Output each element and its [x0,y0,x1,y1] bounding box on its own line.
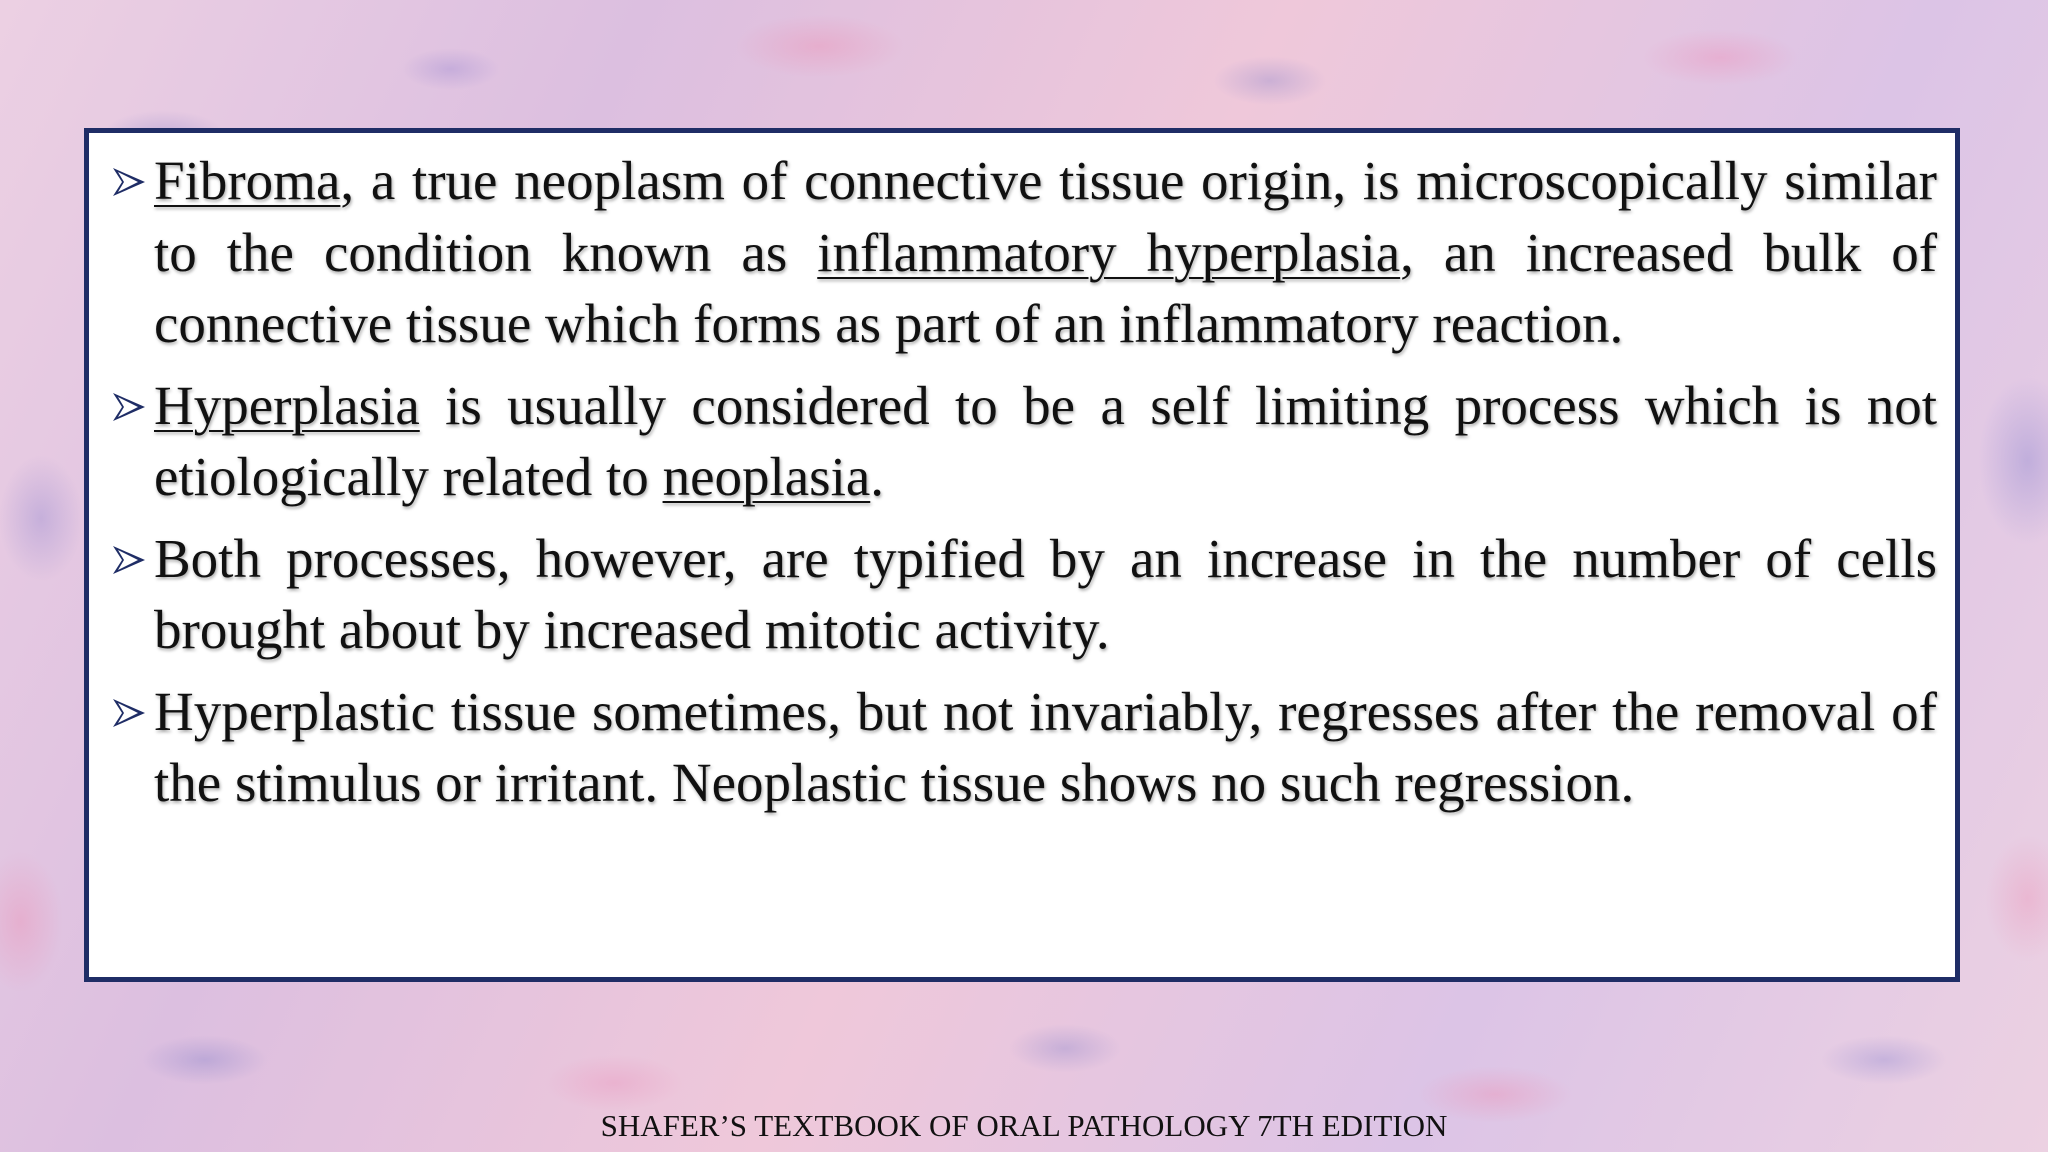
bullet-text: , a true neoplasm of connective tissue origin, is microscopically similar to the condition known as [154,150,1937,283]
arrowhead-bullet-icon [111,167,147,197]
bullet-item-fibroma [111,145,1937,360]
term-fibroma: Fibroma [154,150,341,211]
content-box [84,128,1960,982]
bullet-item-both-processes [111,523,1937,666]
footer-citation: SHAFER’S TEXTBOOK OF ORAL PATHOLOGY 7TH EDITION [600,1108,1448,1143]
bullet-text: . [870,446,885,507]
bullet-item-regression [111,676,1937,819]
bullet-text: is usually considered to be a self limiting process which is not etiologically related to [154,374,1937,507]
term-neoplasia: neoplasia [662,446,871,507]
term-hyperplasia: Hyperplasia [154,374,420,436]
bullet-text: Hyperplastic tissue sometimes, but not invariably, regresses after the removal of the stimulus or irritant. Neoplastic tissue shows no such regression. [154,680,1937,813]
arrowhead-bullet-icon [111,545,147,575]
arrowhead-bullet-icon [111,698,147,728]
arrowhead-bullet-icon [111,392,147,422]
bullet-item-hyperplasia [111,370,1937,513]
bullet-text: , an increased bulk of connective tissue which forms as part of an inflammatory reaction. [154,221,1938,354]
term-inflammatory-hyperplasia: inflammatory hyperplasia [817,221,1401,283]
bullet-text: Both processes, however, are typified by an increase in the number of cells brought about by increased mitotic activity. [154,527,1937,660]
